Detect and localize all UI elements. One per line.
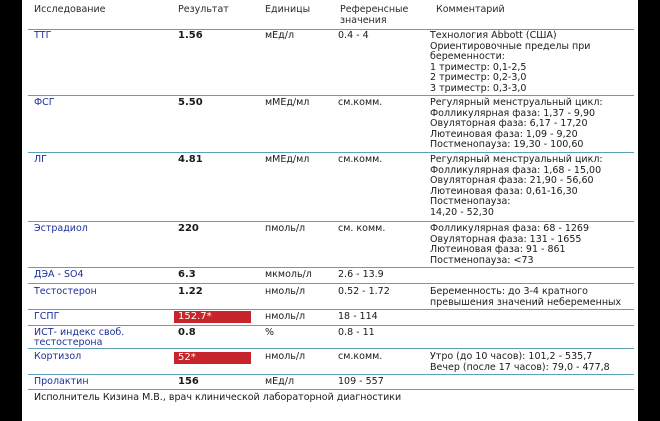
abnormal-result-flag: 152.7* — [174, 311, 251, 323]
test-units: нмоль/л — [265, 311, 306, 322]
comment-line: 1 триместр: 0,1-2,5 — [430, 61, 527, 73]
comment-line: Овуляторная фаза: 6,17 - 17,20 — [430, 118, 588, 130]
header-test: Исследование — [34, 4, 106, 15]
test-comment — [430, 287, 621, 308]
row-divider — [28, 267, 634, 268]
comment-line: Фолликулярная фаза: 1,68 - 15,00 — [430, 164, 602, 176]
row-divider — [28, 309, 634, 310]
comment-line: Постменопауза: — [430, 196, 511, 208]
test-units: нмоль/л — [265, 286, 306, 297]
test-result: 220 — [178, 223, 199, 234]
comment-line: Овуляторная фаза: 21,90 - 56,60 — [430, 175, 594, 187]
test-name: ЛГ — [34, 154, 47, 165]
test-name: Пролактин — [34, 376, 89, 387]
header-units: Единицы — [265, 4, 311, 15]
test-reference: 0.52 - 1.72 — [338, 286, 390, 297]
test-result: 1.56 — [178, 30, 203, 41]
test-reference: 109 - 557 — [338, 376, 384, 387]
comment-line: Овуляторная фаза: 131 - 1655 — [430, 233, 582, 245]
test-units: нмоль/л — [265, 351, 306, 362]
test-comment — [430, 352, 610, 373]
test-name: Кортизол — [34, 351, 82, 362]
row-divider — [28, 283, 634, 284]
comment-line: Вечер (после 17 часов): 79,0 - 477,8 — [430, 361, 610, 373]
test-result: 5.50 — [178, 97, 203, 108]
test-comment — [430, 155, 603, 219]
row-divider — [28, 152, 634, 153]
comment-line: 14,20 - 52,30 — [430, 206, 494, 218]
test-units: пмоль/л — [265, 223, 306, 234]
test-result: 6.3 — [178, 269, 196, 280]
row-divider — [28, 348, 634, 349]
test-name-line2: тестостерона — [34, 337, 103, 348]
row-divider — [28, 374, 634, 375]
test-name: ТТГ — [34, 30, 52, 41]
test-reference: 0.8 - 11 — [338, 327, 375, 338]
header-reference-line1: Референсные — [340, 4, 409, 15]
comment-line: беременности: — [430, 51, 505, 63]
row-divider — [28, 389, 634, 390]
row-divider — [28, 95, 634, 96]
header-reference-line2: значения — [340, 15, 387, 26]
comment-line: Лютеиновая фаза: 0,61-16,30 — [430, 185, 578, 197]
row-divider — [28, 325, 634, 326]
test-units: % — [265, 327, 275, 338]
comment-line: превышения значений небеременных — [430, 296, 622, 308]
test-name-line1: ИСТ- индекс своб. — [34, 327, 125, 338]
test-reference: см.комм. — [338, 351, 383, 362]
test-name: Тестостерон — [34, 286, 97, 297]
test-result: 1.22 — [178, 286, 203, 297]
test-reference: см.комм. — [338, 154, 383, 165]
test-reference: 2.6 - 13.9 — [338, 269, 384, 280]
row-divider — [28, 221, 634, 222]
test-comment — [430, 31, 590, 95]
test-reference: 18 - 114 — [338, 311, 378, 322]
comment-line: Регулярный менструальный цикл: — [430, 154, 603, 165]
test-units: мкмоль/л — [265, 269, 312, 280]
test-name: ГСПГ — [34, 311, 60, 322]
lab-results-sheet — [22, 0, 638, 421]
abnormal-result-flag: 52* — [174, 352, 251, 364]
test-name: Эстрадиол — [34, 223, 88, 234]
comment-line: Беременность: до 3-4 кратного — [430, 286, 588, 297]
performer-signature-line: Исполнитель Кизина М.В., врач клинической лабораторной диагностики — [34, 392, 402, 403]
test-result: 156 — [178, 376, 199, 387]
test-units: мЕд/л — [265, 376, 295, 387]
comment-line: 3 триместр: 0,3-3,0 — [430, 82, 527, 94]
test-units: мЕд/л — [265, 30, 295, 41]
comment-line: Постменопауза: 19,30 - 100,60 — [430, 139, 584, 151]
comment-line: Фолликулярная фаза: 1,37 - 9,90 — [430, 107, 596, 119]
comment-line: Утро (до 10 часов): 101,2 - 535,7 — [430, 351, 593, 362]
test-reference: см.комм. — [338, 97, 383, 108]
comment-line: Лютеиновая фаза: 91 - 861 — [430, 244, 566, 256]
comment-line: Лютеиновая фаза: 1,09 - 9,20 — [430, 128, 578, 140]
test-units: мМЕд/мл — [265, 97, 310, 108]
test-name: ФСГ — [34, 97, 55, 108]
comment-line: Технология Abbott (США) — [430, 30, 557, 41]
header-result: Результат — [178, 4, 229, 15]
test-result: 0.8 — [178, 327, 196, 338]
header-comment: Комментарий — [436, 4, 505, 15]
comment-line: Регулярный менструальный цикл: — [430, 97, 603, 108]
test-comment — [430, 224, 589, 266]
test-result: 4.81 — [178, 154, 203, 165]
test-units: мМЕд/мл — [265, 154, 310, 165]
test-comment — [430, 98, 603, 151]
comment-line: Фолликулярная фаза: 68 - 1269 — [430, 223, 590, 234]
test-reference: 0.4 - 4 — [338, 30, 369, 41]
test-reference: см. комм. — [338, 223, 386, 234]
comment-line: Постменопауза: <73 — [430, 254, 534, 266]
comment-line: Ориентировочные пределы при — [430, 40, 591, 52]
comment-line: 2 триместр: 0,2-3,0 — [430, 72, 527, 84]
test-name: ДЭА - SO4 — [34, 269, 84, 280]
